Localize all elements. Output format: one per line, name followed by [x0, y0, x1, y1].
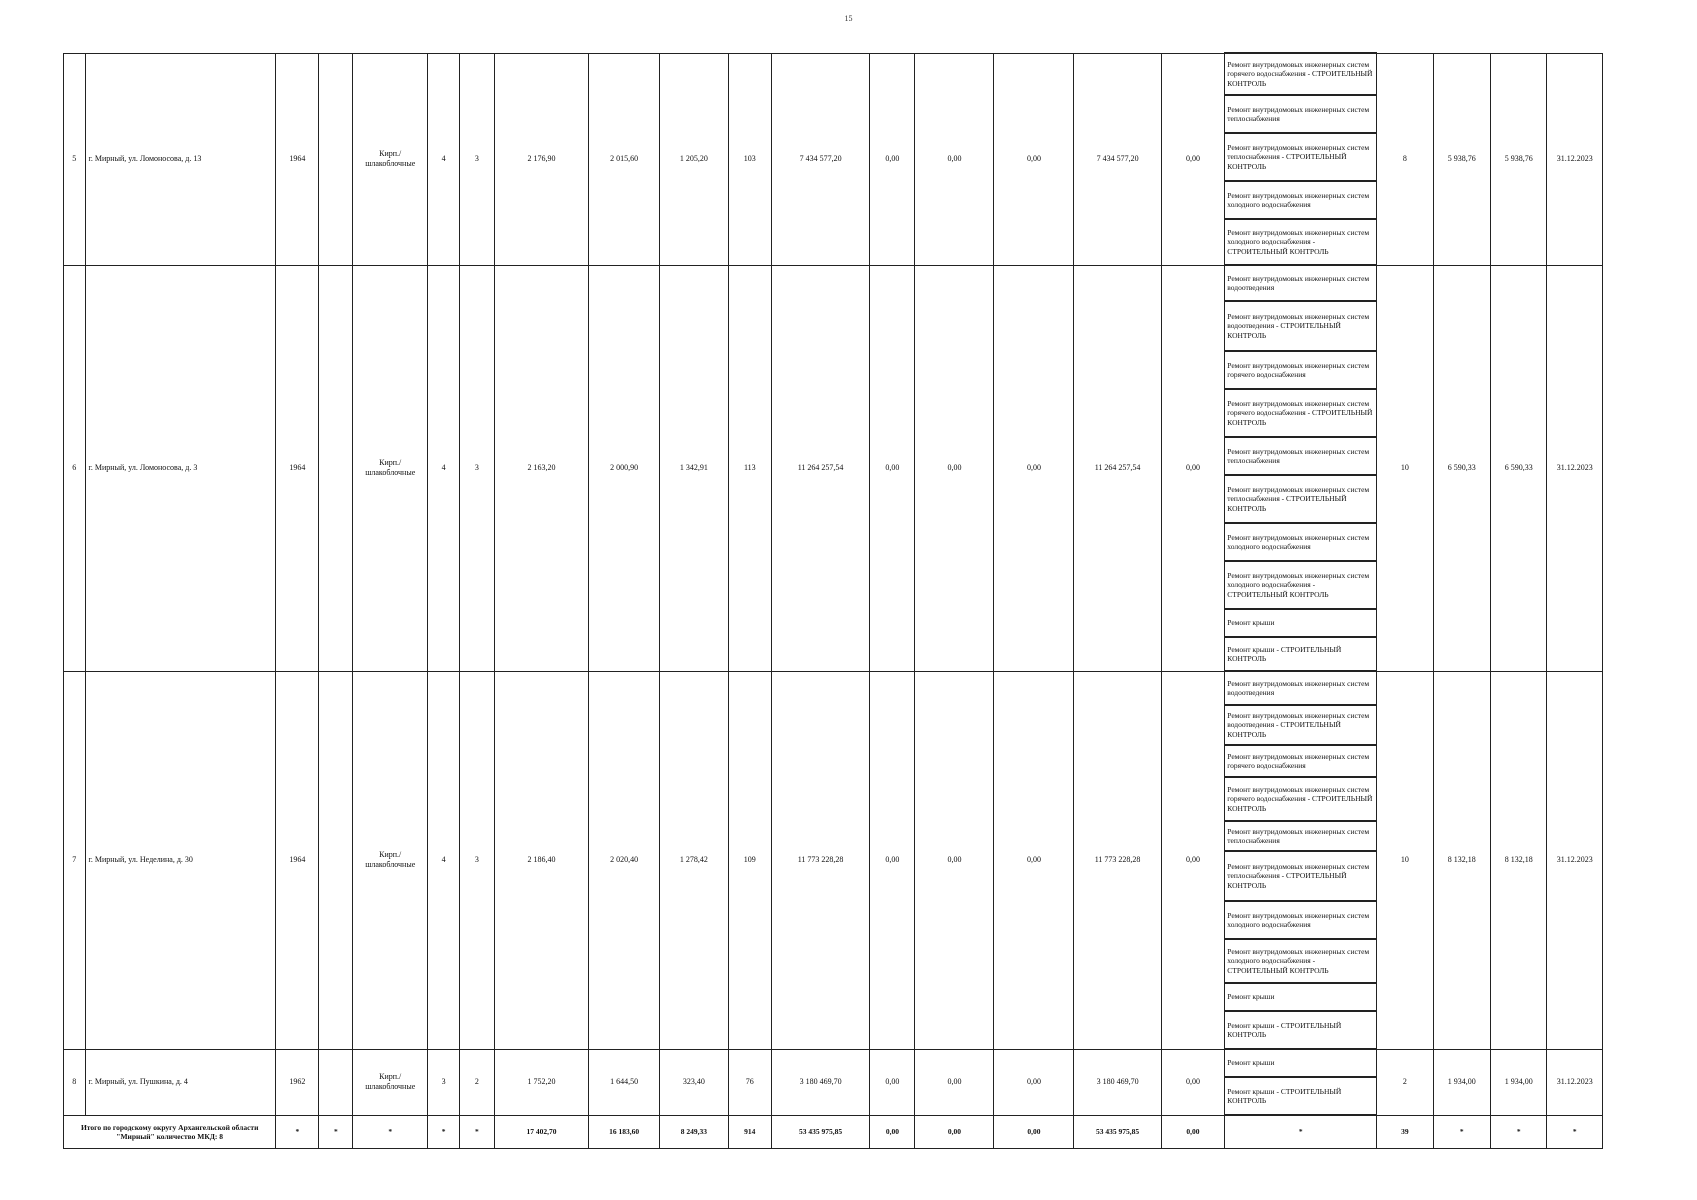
work-type-cell: Ремонт внутридомовых инженерных систем холодного водоснабжения [1225, 901, 1377, 939]
work-type-cell: Ремонт крыши - СТРОИТЕЛЬНЫЙ КОНТРОЛЬ [1225, 1077, 1377, 1115]
fund-cost-3-cell: 0,00 [994, 265, 1074, 671]
max-cost-cell: 5 938,76 [1491, 53, 1547, 265]
work-type-cell: Ремонт внутридомовых инженерных систем холодного водоснабжения - СТРОИТЕЛЬНЫЙ КОНТРОЛЬ [1225, 561, 1377, 609]
total-c1-cell: 0,00 [870, 1115, 915, 1148]
fund-cost-3-cell: 0,00 [994, 671, 1074, 1049]
page-number: 15 [844, 14, 853, 23]
total-works-cell: * [1225, 1115, 1377, 1148]
residential-area-cell: 323,40 [660, 1049, 729, 1115]
total-area-cell: 2 186,40 [494, 671, 588, 1049]
wall-material-cell: Кирп./ шлакоблочные [353, 53, 428, 265]
work-type-cell: Ремонт внутридомовых инженерных систем теплоснабжения [1225, 821, 1377, 851]
residents-cell: 109 [728, 671, 771, 1049]
fund-cost-2-cell: 0,00 [915, 671, 994, 1049]
work-type-cell: Ремонт внутридомовых инженерных систем теплоснабжения - СТРОИТЕЛЬНЫЙ КОНТРОЛЬ [1225, 475, 1377, 523]
build-year-cell: 1964 [276, 53, 319, 265]
total-cost-cell: 7 434 577,20 [771, 53, 869, 265]
build-year-cell: 1964 [276, 265, 319, 671]
total-area-cell: 2 176,90 [494, 53, 588, 265]
repair-year-cell [319, 671, 353, 1049]
work-type-cell: Ремонт внутридомовых инженерных систем водоотведения [1225, 265, 1377, 301]
entrances-cell: 3 [459, 671, 494, 1049]
total-area-res-cell: 8 249,33 [660, 1115, 729, 1148]
fund-cost-2-cell: 0,00 [915, 1049, 994, 1115]
build-year-cell: 1964 [276, 671, 319, 1049]
total-cost-cell: 11 773 228,28 [771, 671, 869, 1049]
table-row [64, 53, 1603, 95]
living-area-cell: 1 644,50 [589, 1049, 660, 1115]
residents-cell: 76 [728, 1049, 771, 1115]
fund-cost-3-cell: 0,00 [994, 1049, 1074, 1115]
total-area-cell: 2 163,20 [494, 265, 588, 671]
fund-cost-1-cell: 0,00 [870, 671, 915, 1049]
total-work-count-cell: 39 [1377, 1115, 1433, 1148]
work-type-cell: Ремонт внутридомовых инженерных систем горячего водоснабжения - СТРОИТЕЛЬНЫЙ КОНТРОЛЬ [1225, 777, 1377, 821]
total-floors-cell: * [428, 1115, 460, 1148]
work-type-cell: Ремонт внутридомовых инженерных систем горячего водоснабжения - СТРОИТЕЛЬНЫЙ КОНТРОЛЬ [1225, 389, 1377, 437]
work-count-cell: 2 [1377, 1049, 1433, 1115]
max-cost-cell: 6 590,33 [1491, 265, 1547, 671]
total-year-cell: * [276, 1115, 319, 1148]
deadline-cell: 31.12.2023 [1547, 265, 1603, 671]
total-row [64, 1115, 1603, 1148]
work-type-cell: Ремонт внутридомовых инженерных систем водоотведения [1225, 671, 1377, 705]
work-type-cell: Ремонт внутридомовых инженерных систем теплоснабжения [1225, 95, 1377, 133]
work-type-cell: Ремонт внутридомовых инженерных систем теплоснабжения [1225, 437, 1377, 475]
specific-cost-cell: 5 938,76 [1433, 53, 1490, 265]
work-type-cell: Ремонт внутридомовых инженерных систем холодного водоснабжения - СТРОИТЕЛЬНЫЙ КОНТРОЛЬ [1225, 219, 1377, 265]
entrances-cell: 2 [459, 1049, 494, 1115]
residents-cell: 113 [728, 265, 771, 671]
row-number: 7 [64, 671, 86, 1049]
fund-cost-2-cell: 0,00 [915, 265, 994, 671]
work-type-cell: Ремонт внутридомовых инженерных систем горячего водоснабжения [1225, 351, 1377, 389]
total-year-repair-cell: * [319, 1115, 353, 1148]
repair-year-cell [319, 53, 353, 265]
other-cost-cell: 0,00 [1161, 265, 1225, 671]
total-residents-cell: 914 [728, 1115, 771, 1148]
fund-cost-3-cell: 0,00 [994, 53, 1074, 265]
owners-cost-cell: 3 180 469,70 [1074, 1049, 1161, 1115]
row-number: 8 [64, 1049, 86, 1115]
address-cell: г. Мирный, ул. Ломоносова, д. 3 [85, 265, 276, 671]
row-number: 5 [64, 53, 86, 265]
residential-area-cell: 1 205,20 [660, 53, 729, 265]
work-type-cell: Ремонт крыши [1225, 609, 1377, 637]
deadline-cell: 31.12.2023 [1547, 53, 1603, 265]
fund-cost-2-cell: 0,00 [915, 53, 994, 265]
specific-cost-cell: 1 934,00 [1433, 1049, 1490, 1115]
total-area-total-cell: 17 402,70 [494, 1115, 588, 1148]
work-type-cell: Ремонт внутридомовых инженерных систем горячего водоснабжения - СТРОИТЕЛЬНЫЙ КОНТРОЛЬ [1225, 53, 1377, 95]
total-c2-cell: 0,00 [915, 1115, 994, 1148]
address-cell: г. Мирный, ул. Пушкина, д. 4 [85, 1049, 276, 1115]
residential-area-cell: 1 278,42 [660, 671, 729, 1049]
total-specific-cost-cell: * [1433, 1115, 1490, 1148]
specific-cost-cell: 8 132,18 [1433, 671, 1490, 1049]
residents-cell: 103 [728, 53, 771, 265]
total-cost-cell: 3 180 469,70 [771, 1049, 869, 1115]
total-c5-cell: 0,00 [1161, 1115, 1225, 1148]
work-type-cell: Ремонт внутридомовых инженерных систем теплоснабжения - СТРОИТЕЛЬНЫЙ КОНТРОЛЬ [1225, 133, 1377, 181]
build-year-cell: 1962 [276, 1049, 319, 1115]
floors-cell: 3 [428, 1049, 460, 1115]
work-count-cell: 10 [1377, 265, 1433, 671]
entrances-cell: 3 [459, 265, 494, 671]
address-cell: г. Мирный, ул. Ломоносова, д. 13 [85, 53, 276, 265]
specific-cost-cell: 6 590,33 [1433, 265, 1490, 671]
work-type-cell: Ремонт внутридомовых инженерных систем водоотведения - СТРОИТЕЛЬНЫЙ КОНТРОЛЬ [1225, 301, 1377, 351]
table-row [64, 671, 1603, 705]
deadline-cell: 31.12.2023 [1547, 1049, 1603, 1115]
other-cost-cell: 0,00 [1161, 53, 1225, 265]
work-type-cell: Ремонт крыши [1225, 983, 1377, 1011]
table-row [64, 265, 1603, 301]
work-count-cell: 8 [1377, 53, 1433, 265]
work-type-cell: Ремонт внутридомовых инженерных систем холодного водоснабжения - СТРОИТЕЛЬНЫЙ КОНТРОЛЬ [1225, 939, 1377, 983]
residential-area-cell: 1 342,91 [660, 265, 729, 671]
floors-cell: 4 [428, 53, 460, 265]
wall-material-cell: Кирп./ шлакоблочные [353, 265, 428, 671]
work-type-cell: Ремонт внутридомовых инженерных систем водоотведения - СТРОИТЕЛЬНЫЙ КОНТРОЛЬ [1225, 705, 1377, 745]
living-area-cell: 2 015,60 [589, 53, 660, 265]
entrances-cell: 3 [459, 53, 494, 265]
owners-cost-cell: 11 264 257,54 [1074, 265, 1161, 671]
work-type-cell: Ремонт внутридомовых инженерных систем теплоснабжения - СТРОИТЕЛЬНЫЙ КОНТРОЛЬ [1225, 851, 1377, 901]
work-type-cell: Ремонт внутридомовых инженерных систем горячего водоснабжения [1225, 745, 1377, 777]
table-row [64, 1049, 1603, 1077]
floors-cell: 4 [428, 671, 460, 1049]
work-type-cell: Ремонт внутридомовых инженерных систем холодного водоснабжения [1225, 523, 1377, 561]
address-cell: г. Мирный, ул. Неделина, д. 30 [85, 671, 276, 1049]
wall-material-cell: Кирп./ шлакоблочные [353, 671, 428, 1049]
work-type-cell: Ремонт крыши - СТРОИТЕЛЬНЫЙ КОНТРОЛЬ [1225, 1011, 1377, 1049]
total-c3-cell: 0,00 [994, 1115, 1074, 1148]
other-cost-cell: 0,00 [1161, 1049, 1225, 1115]
total-deadline-cell: * [1547, 1115, 1603, 1148]
work-type-cell: Ремонт крыши - СТРОИТЕЛЬНЫЙ КОНТРОЛЬ [1225, 637, 1377, 671]
total-area-cell: 1 752,20 [494, 1049, 588, 1115]
row-number: 6 [64, 265, 86, 671]
max-cost-cell: 8 132,18 [1491, 671, 1547, 1049]
total-entrances-cell: * [459, 1115, 494, 1148]
table-body [64, 53, 1603, 1148]
work-count-cell: 10 [1377, 671, 1433, 1049]
living-area-cell: 2 020,40 [589, 671, 660, 1049]
max-cost-cell: 1 934,00 [1491, 1049, 1547, 1115]
owners-cost-cell: 11 773 228,28 [1074, 671, 1161, 1049]
total-cost-total-cell: 53 435 975,85 [771, 1115, 869, 1148]
deadline-cell: 31.12.2023 [1547, 671, 1603, 1049]
total-area-living-cell: 16 183,60 [589, 1115, 660, 1148]
work-type-cell: Ремонт крыши [1225, 1049, 1377, 1077]
total-cost-cell: 11 264 257,54 [771, 265, 869, 671]
fund-cost-1-cell: 0,00 [870, 265, 915, 671]
total-max-cost-cell: * [1491, 1115, 1547, 1148]
work-type-cell: Ремонт внутридомовых инженерных систем холодного водоснабжения [1225, 181, 1377, 219]
owners-cost-cell: 7 434 577,20 [1074, 53, 1161, 265]
repair-year-cell [319, 1049, 353, 1115]
total-c4-cell: 53 435 975,85 [1074, 1115, 1161, 1148]
fund-cost-1-cell: 0,00 [870, 53, 915, 265]
floors-cell: 4 [428, 265, 460, 671]
total-wall-cell: * [353, 1115, 428, 1148]
other-cost-cell: 0,00 [1161, 671, 1225, 1049]
total-label: Итого по городскому округу Архангельской области "Мирный" количество МКД: 8 [64, 1115, 276, 1148]
capital-repair-register-table [63, 52, 1603, 1149]
repair-year-cell [319, 265, 353, 671]
fund-cost-1-cell: 0,00 [870, 1049, 915, 1115]
wall-material-cell: Кирп./ шлакоблочные [353, 1049, 428, 1115]
living-area-cell: 2 000,90 [589, 265, 660, 671]
